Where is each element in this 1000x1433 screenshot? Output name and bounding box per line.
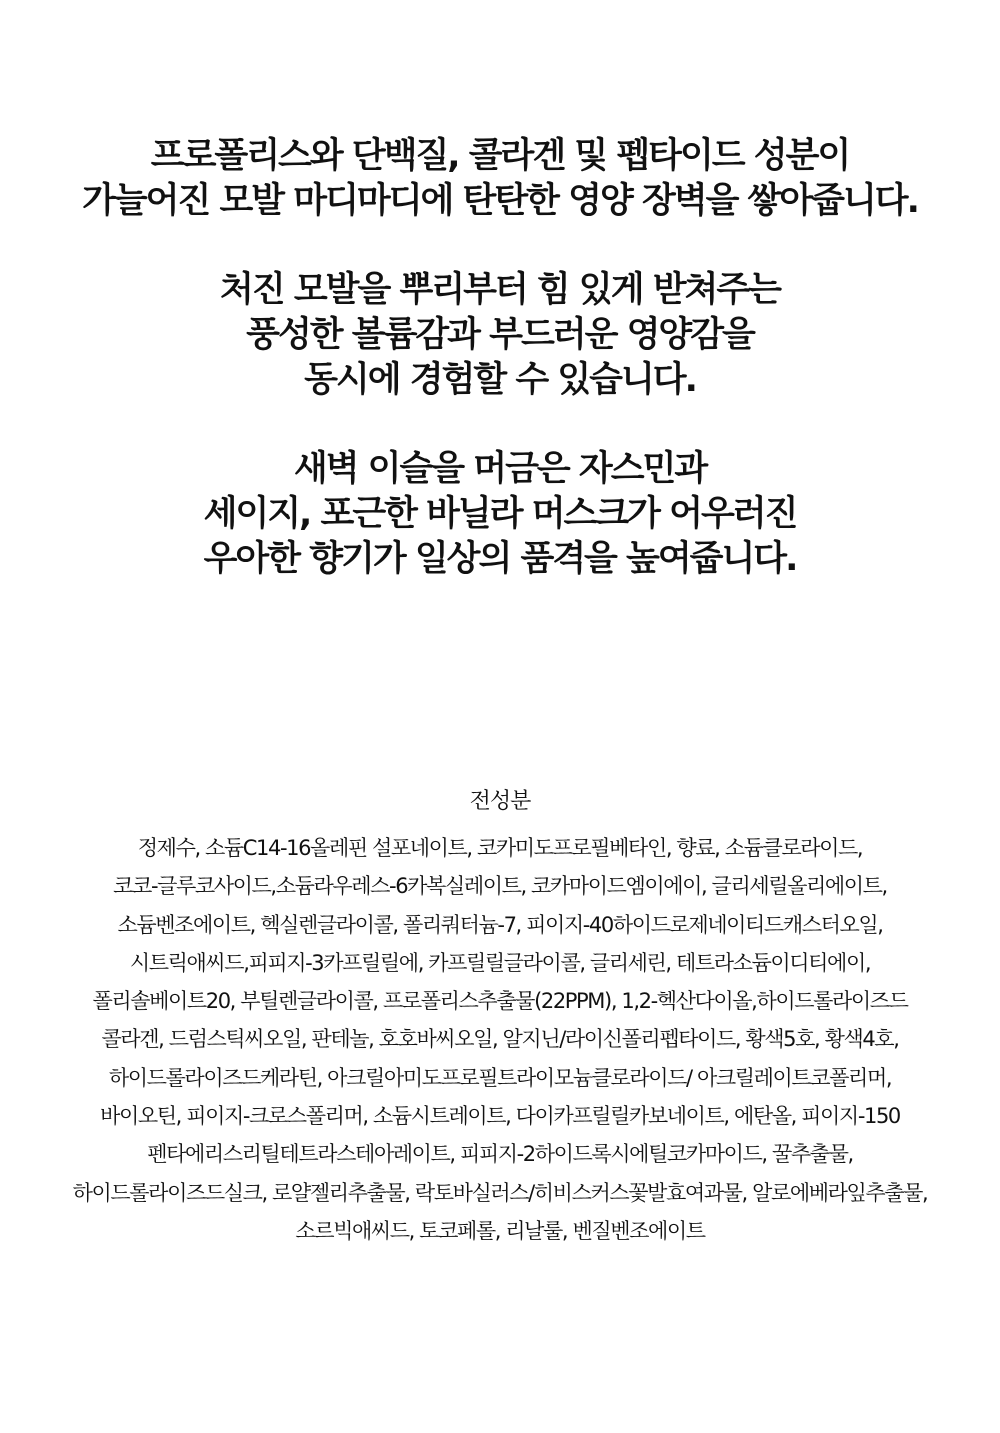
ingredients-line: 하이드롤라이즈드실크, 로얄젤리추출물, 락토바실러스/히비스커스꽃발효여과물, 알로에베라잎추출물, — [72, 1180, 928, 1205]
ingredients-line: 시트릭애씨드,피피지-3카프릴릴에, 카프릴릴글라이콜, 글리세린, 테트라소듐이디티에이, — [129, 950, 871, 975]
description-line: 가늘어진 모발 마디마디에 탄탄한 영양 장벽을 쌓아줍니다. — [82, 181, 918, 221]
ingredients-line: 정제수, 소듐C14-16올레핀 설포네이트, 코카미도프로필베타인, 향료, 소듐클로라이드, — [137, 836, 863, 860]
ingredients-line: 펜타에리스리틸테트라스테아레이트, 피피지-2하이드록시에틸코카마이드, 꿀추출물, — [147, 1142, 853, 1167]
description-paragraph-protein — [0, 134, 1000, 224]
ingredients-line: 소르빅애씨드, 토코페롤, 리날룰, 벤질벤조에이트 — [295, 1218, 705, 1243]
ingredients-line: 하이드롤라이즈드케라틴, 아크릴아미도프로필트라이모늄클로라이드/ 아크릴레이트코폴리머, — [108, 1065, 892, 1090]
description-paragraph-volume — [0, 268, 1000, 403]
ingredients-line: 코코-글루코사이드,소듐라우레스-6카복실레이트, 코카마이드엠이에이, 글리세릴올리에이트, — [113, 874, 887, 899]
description-line: 처진 모발을 뿌리부터 힘 있게 받쳐주는 — [220, 270, 780, 310]
ingredients-title: 전성분 — [469, 789, 531, 814]
description-line: 풍성한 볼륨감과 부드러운 영양감을 — [246, 315, 754, 355]
description-paragraph-fragrance — [0, 447, 1000, 582]
ingredients-section — [0, 787, 1000, 1250]
description-line: 프로폴리스와 단백질, 콜라겐 및 펩타이드 성분이 — [150, 136, 850, 176]
description-line: 세이지, 포근한 바닐라 머스크가 어우러진 — [203, 494, 797, 534]
ingredients-line: 폴리솔베이트20, 부틸렌글라이콜, 프로폴리스추출물(22PPM), 1,2-헥산다이올,하이드롤라이즈드 — [92, 989, 908, 1014]
ingredients-list — [0, 829, 1000, 1250]
description-line: 우아한 향기가 일상의 품격을 높여줍니다. — [203, 539, 797, 579]
ingredients-line: 바이오틴, 피이지-크로스폴리머, 소듐시트레이트, 다이카프릴릴카보네이트, 에탄올, 피이지-150 — [100, 1104, 900, 1129]
ingredients-line: 소듐벤조에이트, 헥실렌글라이콜, 폴리쿼터늄-7, 피이지-40하이드로제네이티드캐스터오일, — [117, 912, 883, 937]
description-line: 새벽 이슬을 머금은 자스민과 — [293, 449, 707, 489]
description-line: 동시에 경험할 수 있습니다. — [304, 360, 696, 400]
ingredients-line: 콜라겐, 드럼스틱씨오일, 판테놀, 호호바씨오일, 알지닌/라이신폴리펩타이드, 황색5호, 황색4호, — [101, 1027, 899, 1052]
product-description — [0, 134, 1000, 626]
